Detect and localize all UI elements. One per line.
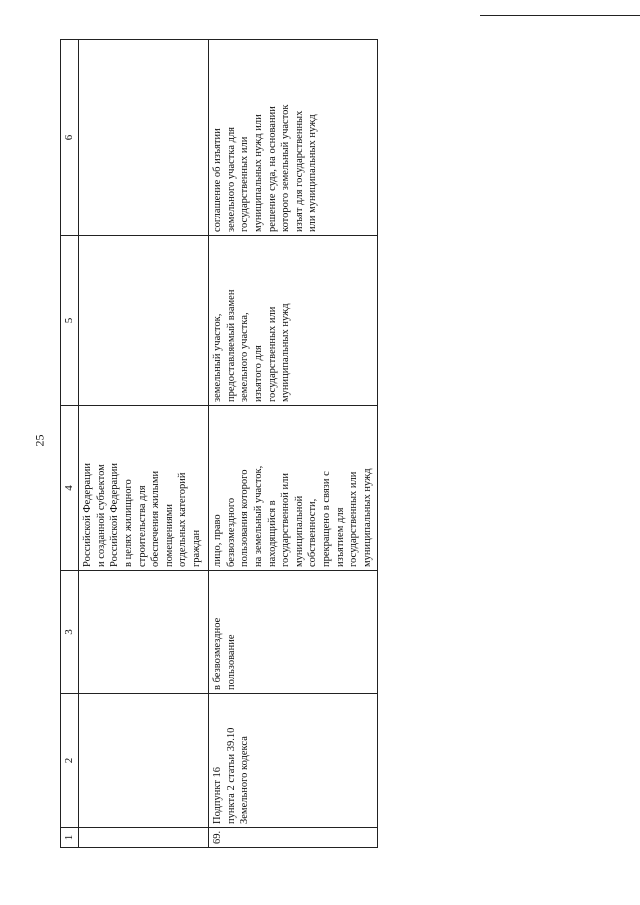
cell-empty — [79, 571, 209, 694]
cell-legal-basis: Подпункт 16 пункта 2 статьи 39.10 Земельного кодекса — [209, 694, 378, 828]
cell-empty — [79, 828, 209, 848]
cell-empty — [79, 40, 209, 236]
cell-grant-type: в безвозмездное пользование — [209, 571, 378, 694]
table-row-69 — [209, 40, 378, 848]
cell-documents: соглашение об изъятии земельного участка для государственных или муниципальных нужд или решение суда, на основании которого земельный участок изъят для государственных или муниципальных нужд — [209, 40, 378, 236]
land-grant-table — [60, 39, 378, 848]
page-number: 25 — [32, 434, 47, 447]
cell-recipient: лицо, право безвозмездного пользования которого на земельный участок, находящийся в государственной или муниципальной собственности, прекращено в связи с изъятием для государственных или муниципальных нужд — [209, 406, 378, 571]
cell-recipient-continuation: Российской Федерации и созданной субъектом Российской Федерации в целях жилищного строительства для обеспечения жилыми помещениями отдельных категорий граждан — [79, 406, 209, 571]
cell-row-number: 69. — [209, 828, 378, 848]
header-col-2: 2 — [61, 694, 79, 828]
header-row — [61, 40, 79, 848]
top-rule — [480, 15, 640, 16]
header-col-4: 4 — [61, 406, 79, 571]
header-col-6: 6 — [61, 40, 79, 236]
rotated-table-sheet — [60, 40, 374, 848]
cell-empty — [79, 694, 209, 828]
header-col-1: 1 — [61, 828, 79, 848]
header-col-3: 3 — [61, 571, 79, 694]
header-col-5: 5 — [61, 236, 79, 406]
table-row-continuation — [79, 40, 209, 848]
table-rotation-frame — [60, 40, 374, 848]
cell-land-plot: земельный участок, предоставляемый взамен земельного участка, изъятого для государственных или муниципальных нужд — [209, 236, 378, 406]
cell-empty — [79, 236, 209, 406]
